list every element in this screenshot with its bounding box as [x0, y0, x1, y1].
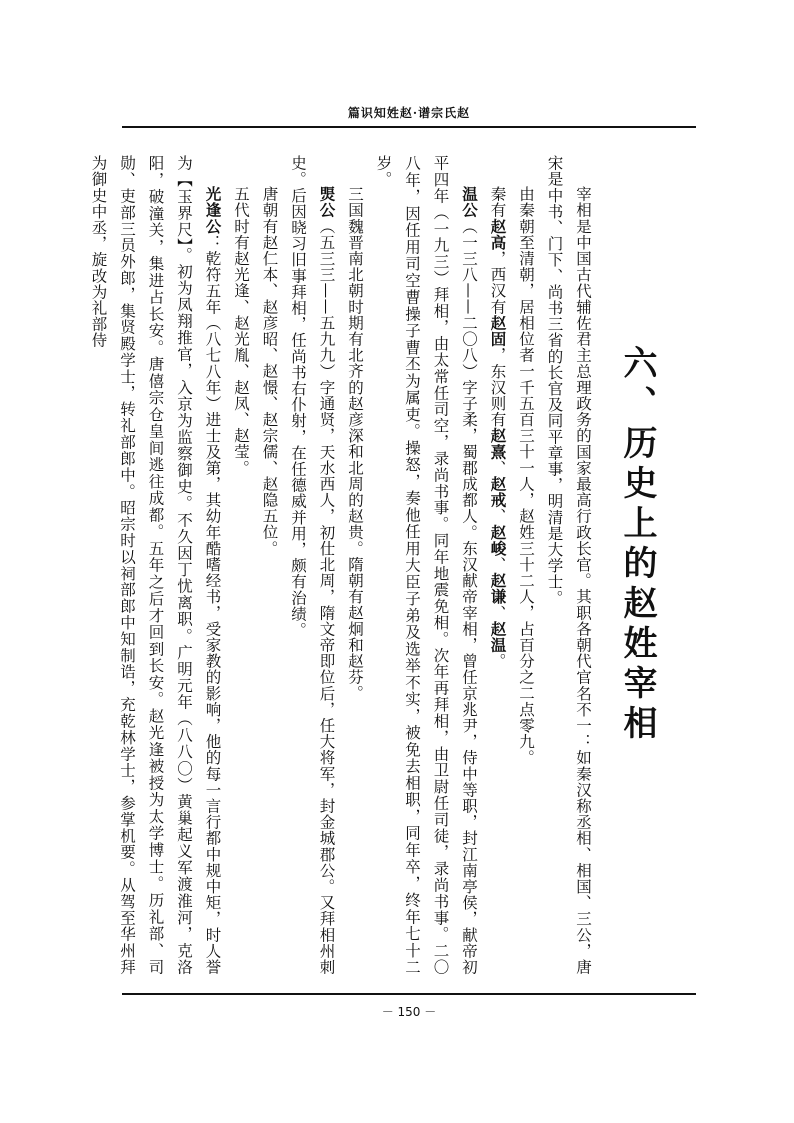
person-name: 赵戒	[488, 475, 508, 509]
person-name: 赵高	[488, 218, 508, 251]
section-title: 六、历史上的赵姓宰相	[617, 345, 657, 745]
paragraph	[512, 155, 541, 975]
text-run: 宰相是中国古代辅佐君主总理政务的国家最高行政长官。其职各朝代官名不一：如秦汉称丞相、相国、三公，唐宋是中书、门下、尚书三省的长官及同平章事，明清是大学士。	[545, 155, 592, 975]
text-run: 三国魏晋南北朝时期有北齐的赵彦深和北周的赵贵。隋朝有赵炯和赵芬。	[346, 186, 364, 702]
footer-rule	[122, 993, 696, 995]
person-name: 赵固	[488, 314, 508, 348]
text-run: 唐朝有赵仁本、赵彦昭、赵憬、赵宗儒、赵隐五位。	[260, 186, 279, 557]
header-rule	[122, 126, 696, 128]
paragraph	[284, 155, 341, 975]
text-run: 秦有	[488, 186, 507, 219]
text-run: ：乾符五年（八七八年）进士及第，其幼年酷嗜经书，受家教的影响，他的每一言行都中规中矩，时人誉为【玉界尺】。初为凤翔推官，入京为监察御史。不久因丁忧离职。广明元年（八八〇）黄巢起义军渡淮河，克洛阳，破潼关，集进占长安。唐僖宗仓皇间逃往成都。五年之后才回到长安。赵光逢被授为太学博士。历礼部、司勋、吏部三员外郎，集贤殿学士，转礼部郎中。昭宗时以祠部郎中知制诰，充乾林学士，参掌机要。从驾至华州拜为御史中丞，旋改为礼部侍	[89, 155, 222, 975]
text-run: ，东汉则有	[488, 347, 507, 428]
text-run: 、	[488, 556, 507, 573]
person-name: 温公	[460, 186, 479, 219]
paragraph	[227, 155, 256, 975]
person-name: 赵谦	[488, 572, 508, 605]
text-run: （五三三——五九九）字通贤，天水西人，初仕北周，隋文帝即位后，任大将军，封金城郡公。又拜相州刺史。后因晓习旧事拜相，任尚书右仆射，在任德威并用，颇有治绩。	[289, 155, 336, 976]
text-run: 。	[488, 652, 507, 670]
text-run: 五代时有赵光逢、赵光胤、赵凤、赵莹。	[232, 186, 250, 476]
vertical-text-body	[89, 155, 677, 976]
person-name: 光逢公	[203, 186, 223, 235]
paragraph	[341, 155, 370, 975]
person-name: 赵峻	[488, 524, 508, 557]
text-run: 、	[488, 604, 507, 621]
text-run: 由秦朝至清朝，居相位者一千五百三十一人，赵姓三十二人，占百分之二点零九。	[517, 186, 535, 766]
paragraph	[540, 155, 597, 975]
person-name: 赵温	[488, 620, 508, 653]
running-header: 篇识知姓赵·谱宗氏赵	[347, 106, 471, 120]
text-run: ，西汉有	[488, 250, 507, 315]
text-run: 、	[488, 459, 507, 476]
paragraph	[84, 155, 227, 975]
text-run: （一三八——二〇八）字子柔，蜀郡成都人。东汉献帝宰相，曾任京兆尹，侍中等职，封江南亭侯，献帝初平四年（一九三）拜相，由太常任司空，录尚书事。同年地震免相。次年再拜相，由卫尉任司徒，录尚书事。二〇八年，因任用司空曹操子曹丕为属吏。操怒，奏他任用大臣子弟及选举不实，被免去相职，同年卒，终年七十二岁。	[374, 155, 478, 976]
person-name: 赵熹	[488, 427, 508, 460]
page-number: － 150 －	[381, 1005, 437, 1019]
paragraph	[255, 155, 284, 975]
paragraph	[483, 155, 512, 975]
paragraph	[369, 155, 483, 975]
person-name: 煚公	[317, 186, 337, 219]
text-run: 、	[488, 508, 507, 525]
